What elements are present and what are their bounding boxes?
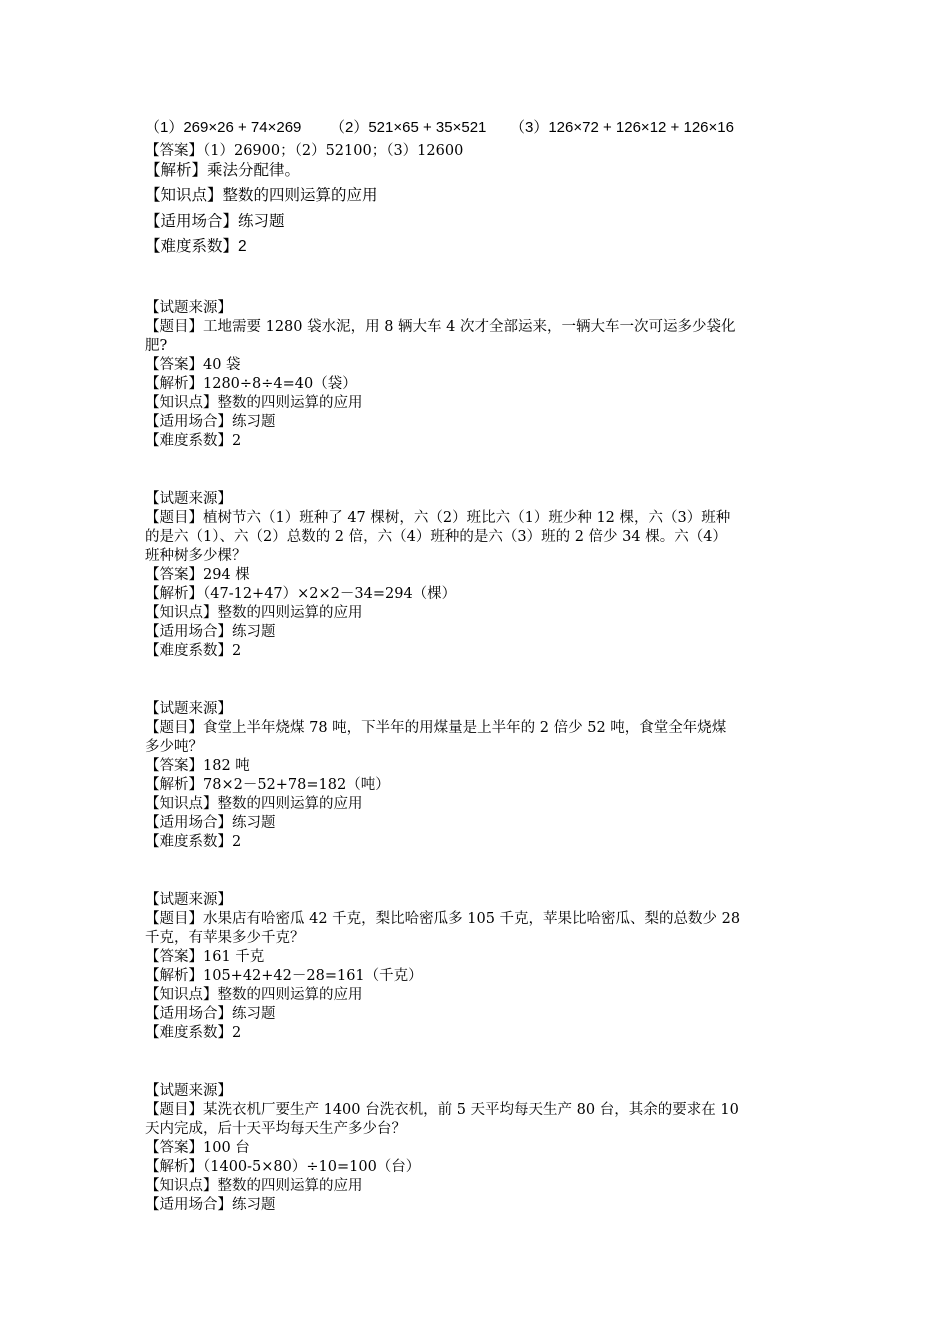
q3-source: 【试题来源】: [145, 701, 232, 717]
expression-row: [145, 118, 734, 137]
q2-knowledge: 【知识点】整数的四则运算的应用: [145, 605, 363, 621]
q4-answer: 【答案】161 千克: [145, 949, 265, 965]
intro-analysis: 【解析】乘法分配律。: [145, 162, 301, 179]
q1-answer: 【答案】40 袋: [145, 357, 241, 373]
q1-analysis: 【解析】1280÷8÷4=40（袋）: [145, 376, 357, 392]
q1-source: 【试题来源】: [145, 300, 232, 316]
intro-answer: 【答案】（1）26900；（2）52100；（3）12600: [145, 143, 464, 159]
q2-scenario: 【适用场合】练习题: [145, 624, 276, 640]
q3-title-line: 【题目】食堂上半年烧煤 78 吨，下半年的用煤量是上半年的 2 倍少 52 吨，食堂全年烧煤: [145, 720, 727, 736]
q5-title-line: 天内完成，后十天平均每天生产多少台？: [145, 1121, 406, 1137]
q3-answer: 【答案】182 吨: [145, 758, 250, 774]
q4-source: 【试题来源】: [145, 892, 232, 908]
q2-answer: 【答案】294 棵: [145, 567, 250, 583]
q1-title-line: 肥?: [145, 338, 168, 354]
q3-analysis: 【解析】78×2－52+78=182（吨）: [145, 777, 390, 793]
q3-scenario: 【适用场合】练习题: [145, 815, 276, 831]
q2-title-line: 【题目】植树节六（1）班种了 47 棵树，六（2）班比六（1）班少种 12 棵，六（3）班种: [145, 510, 731, 526]
q1-knowledge: 【知识点】整数的四则运算的应用: [145, 395, 363, 411]
q4-scenario: 【适用场合】练习题: [145, 1006, 276, 1022]
q5-knowledge: 【知识点】整数的四则运算的应用: [145, 1178, 363, 1194]
q4-difficulty: 【难度系数】2: [145, 1025, 242, 1041]
q5-answer: 【答案】100 台: [145, 1140, 250, 1156]
q3-difficulty: 【难度系数】2: [145, 834, 242, 850]
expression-2: （2）521×65 + 35×521: [330, 119, 487, 136]
q4-knowledge: 【知识点】整数的四则运算的应用: [145, 987, 363, 1003]
expression-1: （1）269×26 + 74×269: [145, 119, 302, 136]
q2-source: 【试题来源】: [145, 491, 232, 507]
q1-difficulty: 【难度系数】2: [145, 433, 242, 449]
q5-analysis: 【解析】（1400-5×80）÷10=100（台）: [145, 1159, 421, 1175]
q2-difficulty: 【难度系数】2: [145, 643, 242, 659]
intro-difficulty: 【难度系数】2: [145, 238, 247, 255]
q4-title-line: 千克，有苹果多少千克？: [145, 930, 305, 946]
q3-knowledge: 【知识点】整数的四则运算的应用: [145, 796, 363, 812]
q5-source: 【试题来源】: [145, 1083, 232, 1099]
q2-analysis: 【解析】（47-12+47）×2×2－34=294（棵）: [145, 586, 457, 602]
intro-scenario: 【适用场合】练习题: [145, 213, 285, 230]
expression-3: （3）126×72 + 126×12 + 126×16: [510, 119, 734, 136]
q1-title-line: 【题目】工地需要 1280 袋水泥，用 8 辆大车 4 次才全部运来，一辆大车一次可运多少袋化: [145, 319, 736, 335]
q4-analysis: 【解析】105+42+42－28=161（千克）: [145, 968, 423, 984]
q3-title-line: 多少吨？: [145, 739, 203, 755]
q4-title-line: 【题目】水果店有哈密瓜 42 千克，梨比哈密瓜多 105 千克，苹果比哈密瓜、梨的总数少 28: [145, 911, 741, 927]
intro-knowledge: 【知识点】整数的四则运算的应用: [145, 187, 378, 204]
q2-title-line: 班种树多少棵？: [145, 548, 247, 564]
q5-title-line: 【题目】某洗衣机厂要生产 1400 台洗衣机，前 5 天平均每天生产 80 台，其余的要求在 10: [145, 1102, 739, 1118]
q2-title-line: 的是六（1）、六（2）总数的 2 倍，六（4）班种的是六（3）班的 2 倍少 34 棵。六（4）: [145, 529, 727, 545]
q1-scenario: 【适用场合】练习题: [145, 414, 276, 430]
q5-scenario: 【适用场合】练习题: [145, 1197, 276, 1213]
